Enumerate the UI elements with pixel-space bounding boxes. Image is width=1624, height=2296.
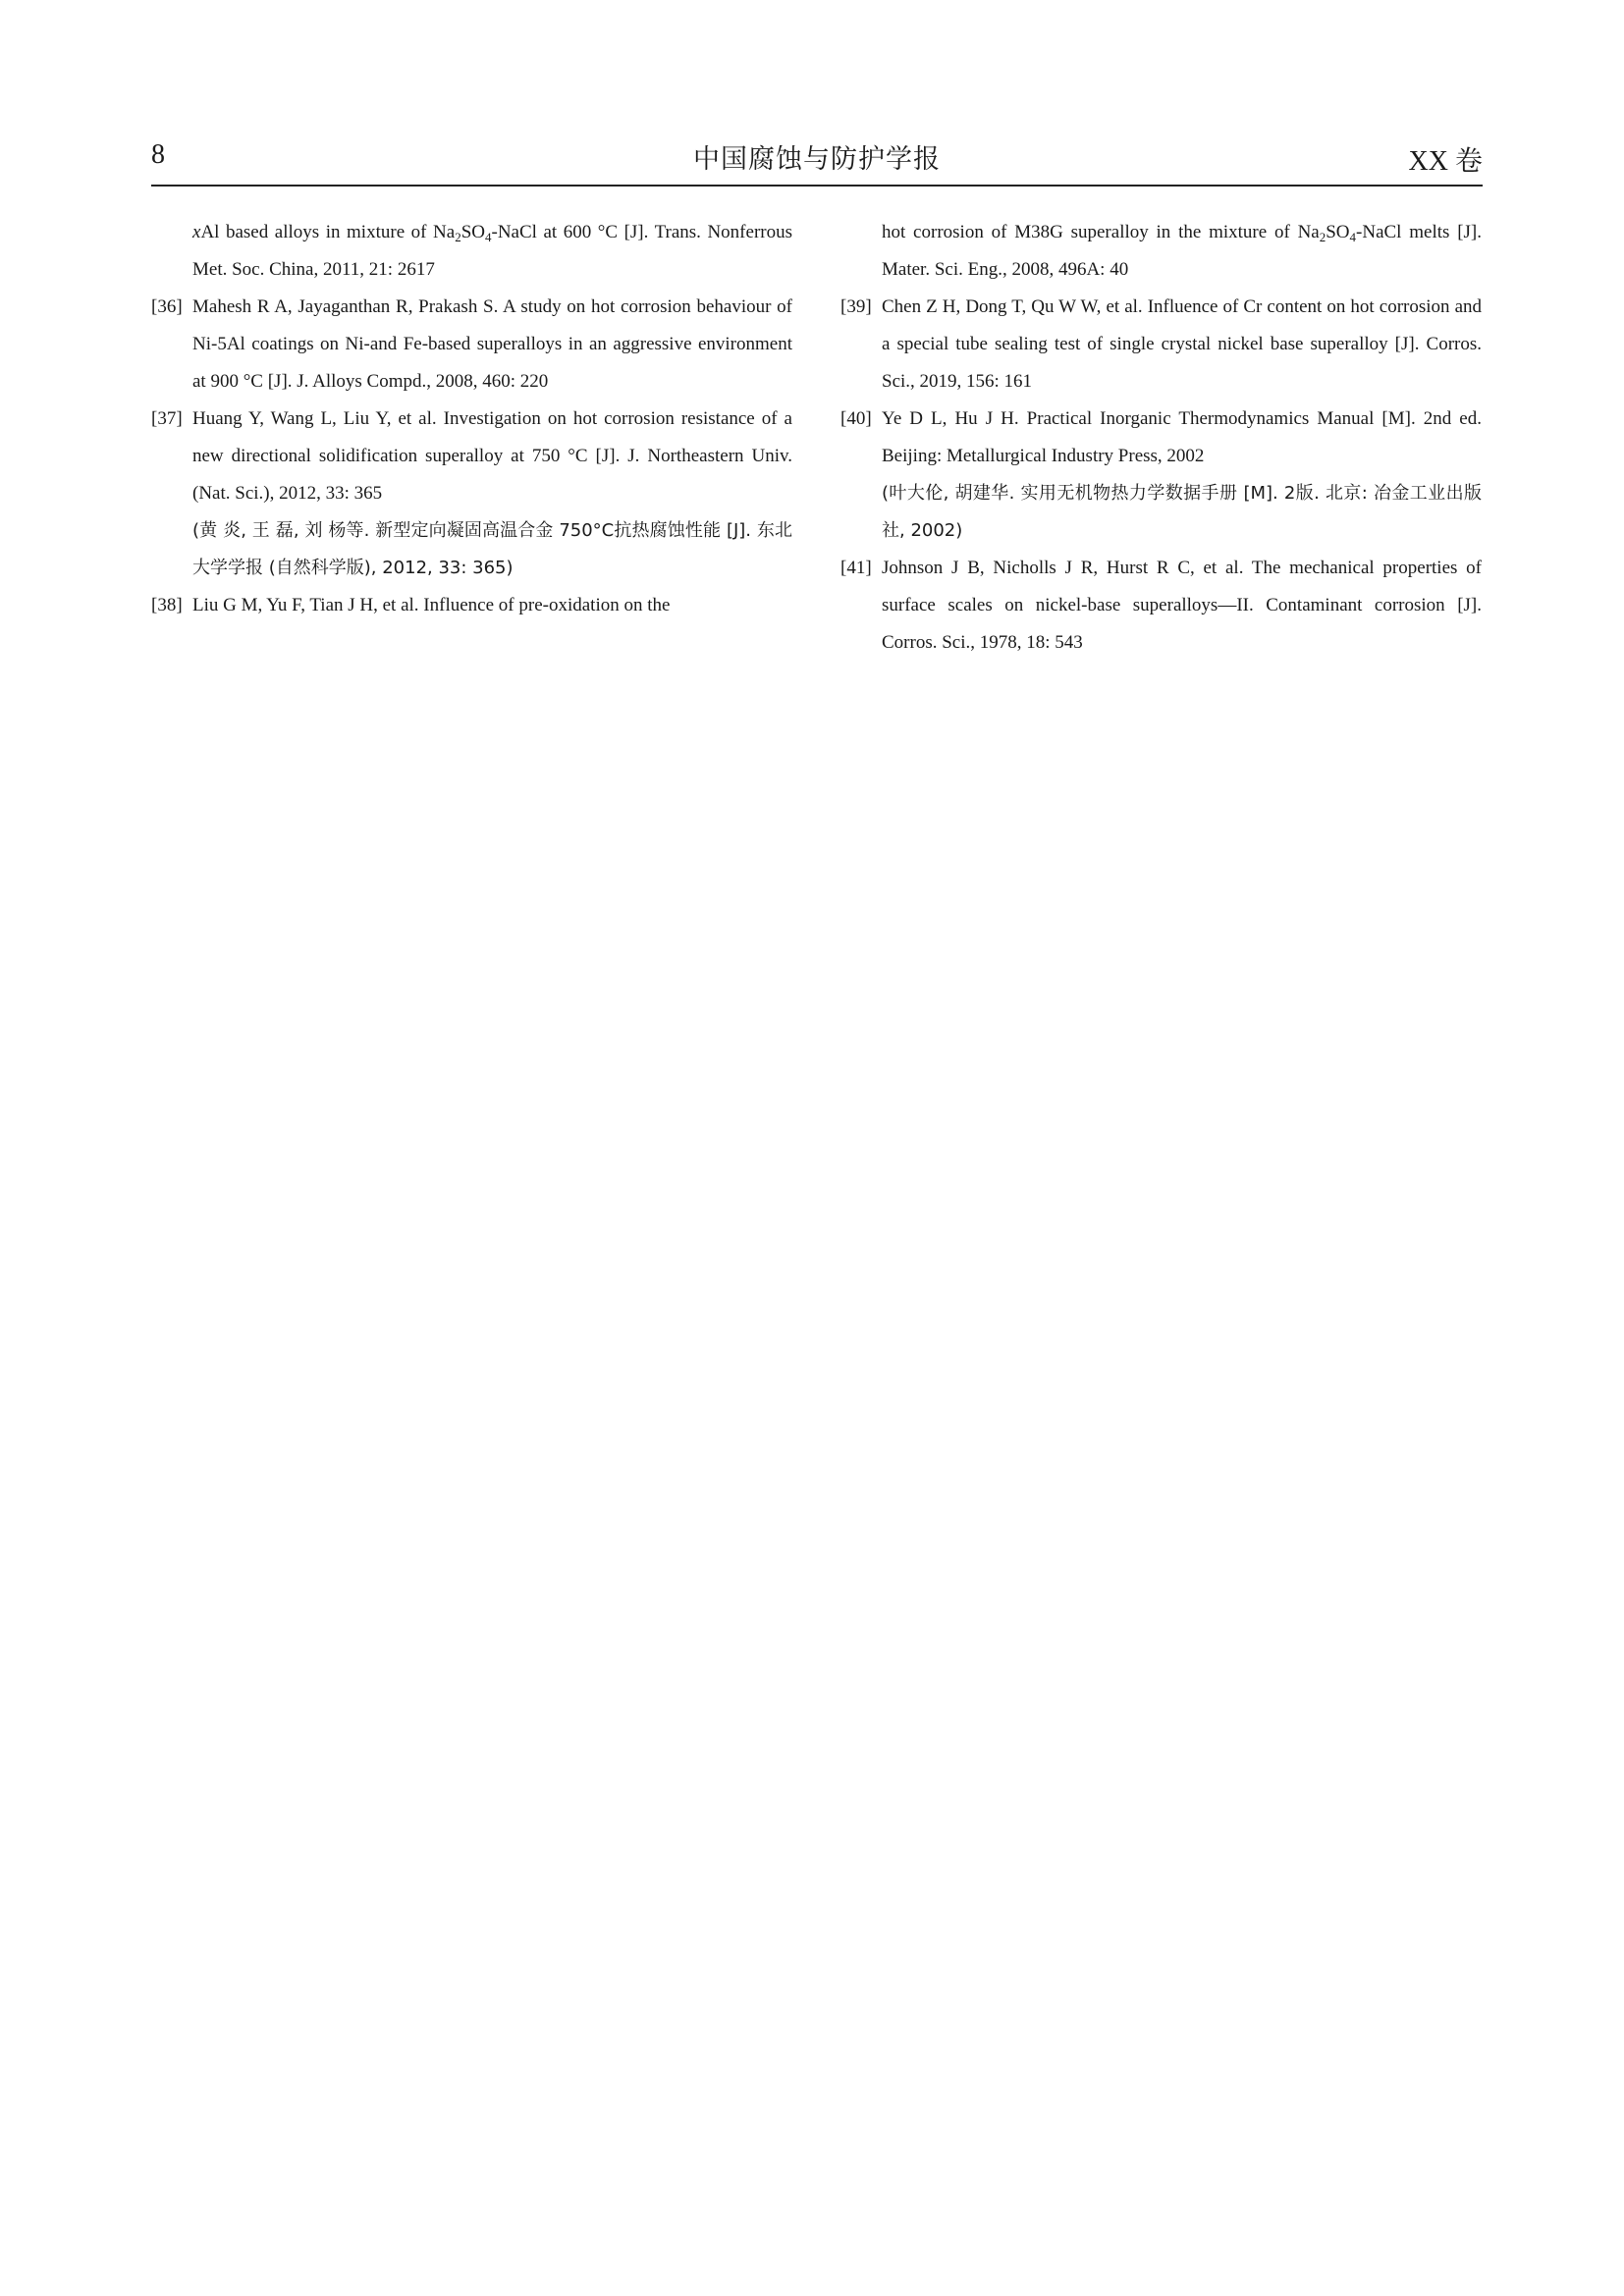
reference-39	[840, 289, 1482, 400]
reference-number: [36]	[151, 296, 183, 317]
reference-text: Liu G M, Yu F, Tian J H, et al. Influence of pre-oxidation on the	[192, 595, 671, 615]
reference-column-right	[840, 214, 1482, 662]
reference-text-chinese: (黄 炎, 王 磊, 刘 杨等. 新型定向凝固高温合金 750°C抗热腐蚀性能 [J]. 东北大学学报 (自然科学版), 2012, 33: 365)	[192, 520, 792, 578]
reference-38-continued: hot corrosion of M38G superalloy in the mixture of $Na_2SO_4$-NaCl melts [J]. Mater. Sci. Eng., 2008, 496A: 40	[882, 222, 1482, 280]
reference-number: [39]	[840, 296, 872, 317]
reference-text: Mahesh R A, Jayaganthan R, Prakash S. A study on hot corrosion behaviour of Ni-5Al coatings on Ni-and Fe-based superalloys in an aggressive environment at 900 °C [J]. J. Alloys Compd., 2008, 460: 220	[192, 296, 792, 392]
reference-number: [37]	[151, 408, 183, 429]
running-header	[151, 137, 1483, 187]
reference-40	[840, 400, 1482, 550]
reference-36	[151, 289, 792, 400]
reference-text: Ye D L, Hu J H. Practical Inorganic Thermodynamics Manual [M]. 2nd ed. Beijing: Metallurgical Industry Press, 2002	[882, 408, 1482, 466]
reference-number: [41]	[840, 558, 872, 578]
reference-text-chinese: (叶大伦, 胡建华. 实用无机物热力学数据手册 [M]. 2版. 北京: 冶金工业出版社, 2002)	[882, 483, 1482, 541]
reference-column-left	[151, 214, 792, 624]
reference-37	[151, 400, 792, 587]
reference-text: Huang Y, Wang L, Liu Y, et al. Investigation on hot corrosion resistance of a new directional solidification superalloy at 750 °C [J]. J. Northeastern Univ. (Nat. Sci.), 2012, 33: 365	[192, 408, 792, 504]
volume-label: XX 卷	[1408, 146, 1483, 177]
reference-number: [40]	[840, 408, 872, 429]
reference-35-continued: xAl based alloys in mixture of $Na_2SO_4$-NaCl at 600 °C [J]. Trans. Nonferrous Met. Soc. China, 2011, 21: 2617	[192, 222, 792, 280]
reference-41	[840, 550, 1482, 662]
page-number: 8	[151, 139, 165, 170]
reference-38	[151, 587, 792, 624]
reference-number: [38]	[151, 595, 183, 615]
reference-text: Chen Z H, Dong T, Qu W W, et al. Influence of Cr content on hot corrosion and a special tube sealing test of single crystal nickel base superalloy [J]. Corros. Sci., 2019, 156: 161	[882, 296, 1482, 392]
journal-title: 中国腐蚀与防护学报	[693, 144, 941, 175]
reference-text: Johnson J B, Nicholls J R, Hurst R C, et al. The mechanical properties of surface scales on nickel-base superalloys—II. Contaminant corrosion [J]. Corros. Sci., 1978, 18: 543	[882, 558, 1482, 653]
